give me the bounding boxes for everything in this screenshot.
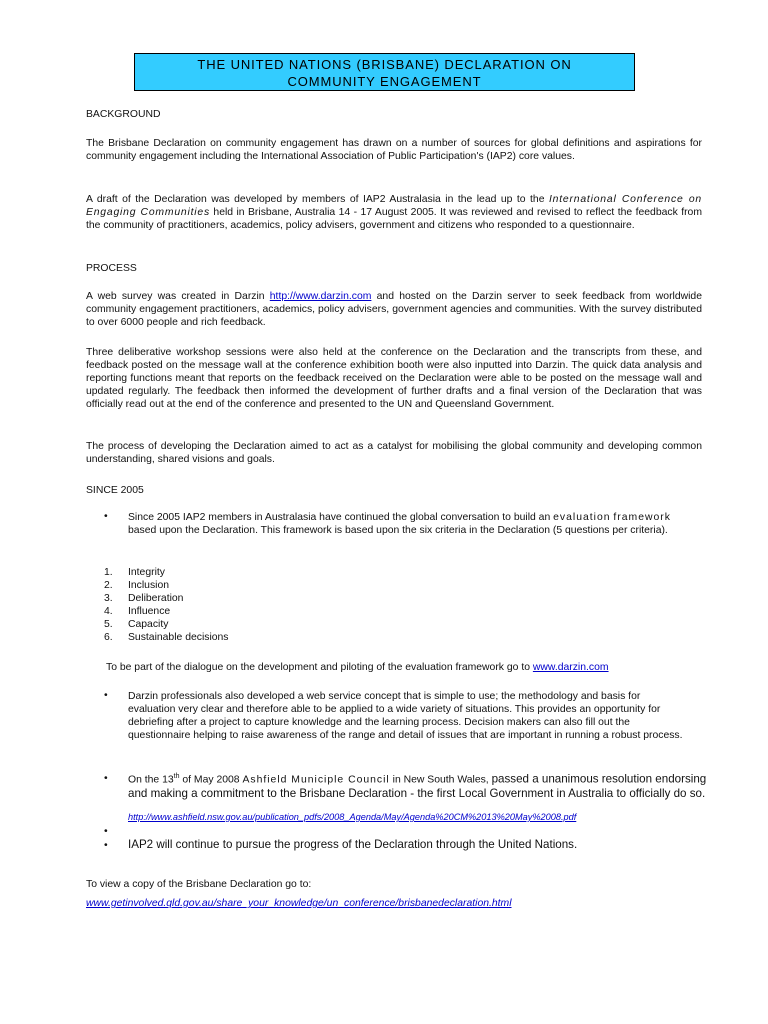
background-heading: BACKGROUND <box>86 109 161 120</box>
process-heading: PROCESS <box>86 263 137 274</box>
list-number: 5. <box>104 619 113 630</box>
criterion-label: Sustainable decisions <box>128 632 229 643</box>
text-span: of May 2008 <box>179 774 243 786</box>
criterion-label: Deliberation <box>128 593 184 604</box>
list-item <box>104 605 229 618</box>
superscript: th <box>173 773 180 780</box>
title-line-2: COMMUNITY ENGAGEMENT <box>287 74 482 89</box>
list-item <box>104 592 229 605</box>
bullet-5-text: IAP2 will continue to pursue the progress of the Declaration through the United Nations. <box>128 838 578 851</box>
text-span: evaluation <box>553 512 611 523</box>
bullet-1-text <box>128 511 702 537</box>
text-span: A web survey was created in Darzin <box>86 291 270 302</box>
bullet-2-glyph: • <box>104 690 108 701</box>
list-item <box>104 579 229 592</box>
background-paragraph-2 <box>86 193 702 232</box>
darzin-link-2[interactable]: www.darzin.com <box>532 662 609 673</box>
bullet-5-glyph: • <box>104 840 108 851</box>
process-paragraph-2: Three deliberative workshop sessions were also held at the conference on the Declaration and the transcripts from these, and feedback posted on the message wall at the conference exhibition booth were also inputted into Darzin. The quick data analysis and reporting functions meant that reports on the feedback received on the Declaration were able to be posted on the message wall and updated regularly. The feedback then informed the development of further drafts and a final version of the Declaration that was officially read out at the end of the conference and presented to the UN and Queensland Government. <box>86 347 702 410</box>
bullet-3-glyph: • <box>104 773 108 784</box>
conference-name: International Conference on Engaging Communities <box>86 194 702 218</box>
since-heading: SINCE 2005 <box>86 485 144 496</box>
darzin-link[interactable]: http://www.darzin.com <box>269 291 372 302</box>
list-number: 2. <box>104 580 113 591</box>
process-paragraph-1 <box>86 290 702 329</box>
bullet-4-glyph: • <box>104 826 108 837</box>
list-number: 1. <box>104 567 113 578</box>
text-span: To be part of the dialogue on the development and piloting of the evaluation framework go to <box>106 662 533 673</box>
process-paragraph-3: The process of developing the Declaration aimed to act as a catalyst for mobilising the global community and developing common understanding, shared visions and goals. <box>86 441 702 465</box>
bullet-2-text: Darzin professionals also developed a web service concept that is simple to use; the methodology and basis for evaluation very clear and therefore able to be applied to a wide variety of situations. This provides an opportunity for debriefing after a project to capture knowledge and the learning process. Decision makers can also fill out the questionnaire helping to raise awareness of the range and detail of issues that are important in running a robust process. <box>128 691 683 741</box>
title-box <box>134 53 635 91</box>
criterion-label: Integrity <box>128 567 165 578</box>
background-paragraph-1: The Brisbane Declaration on community engagement has drawn on a number of sources for global definitions and aspirations for community engagement including the International Association of Public Participation's (IAP2) core values. <box>86 138 702 162</box>
council-name: Ashfield Municiple Council <box>242 774 390 786</box>
text-span: Since 2005 IAP2 members in Australasia have continued the global conversation to build an <box>128 512 554 523</box>
title-line-1: THE UNITED NATIONS (BRISBANE) DECLARATION ON <box>197 57 572 72</box>
criterion-label: Inclusion <box>128 580 170 591</box>
text-span: passed a unanimous resolution endorsing and making a commitment to the Brisbane Declaration - the first Local Government in Australia to officially do so. <box>128 772 707 801</box>
list-number: 6. <box>104 632 113 643</box>
dialogue-paragraph <box>106 661 726 674</box>
criterion-label: Capacity <box>128 619 169 630</box>
ashfield-link[interactable]: http://www.ashfield.nsw.gov.au/publication_pdfs/2008_Agenda/May/Agenda%20CM%2013%20May%2008.pdf <box>128 812 577 822</box>
text-span: held in Brisbane, Australia 14 - 17 August 2005. It was reviewed and revised to reflect the feedback from the community of practitioners, academics, policy advisers, government and citizens who responded to a questionnaire. <box>86 207 702 231</box>
list-number: 4. <box>104 606 113 617</box>
text-span: based upon the Declaration. This framework is based upon the six criteria in the Declaration (5 questions per criteria). <box>128 525 668 536</box>
list-item <box>104 566 229 579</box>
list-item <box>104 618 229 631</box>
list-number: 3. <box>104 593 113 604</box>
text-span: On the 13 <box>128 774 174 786</box>
text-span: A draft of the Declaration was developed by members of IAP2 Australasia in the lead up to the <box>86 194 549 205</box>
text-span: framework <box>613 512 671 523</box>
text-span: and hosted on the Darzin server to seek feedback from worldwide community engagement practitioners, academics, policy advisers, government agencies and communities. With the survey distributed to over 6000 people and rich feedback. <box>86 291 702 328</box>
view-copy-text: To view a copy of the Brisbane Declaration go to: <box>86 879 312 890</box>
list-item <box>104 631 229 644</box>
bullet-3-text <box>128 770 708 802</box>
criteria-list <box>104 566 229 644</box>
bullet-1-glyph: • <box>104 511 108 522</box>
text-span: in New South Wales, <box>389 774 492 786</box>
declaration-link[interactable]: www.getinvolved.qld.gov.au/share_your_knowledge/un_conference/brisbanedeclaration.html <box>86 898 512 909</box>
criterion-label: Influence <box>128 606 171 617</box>
